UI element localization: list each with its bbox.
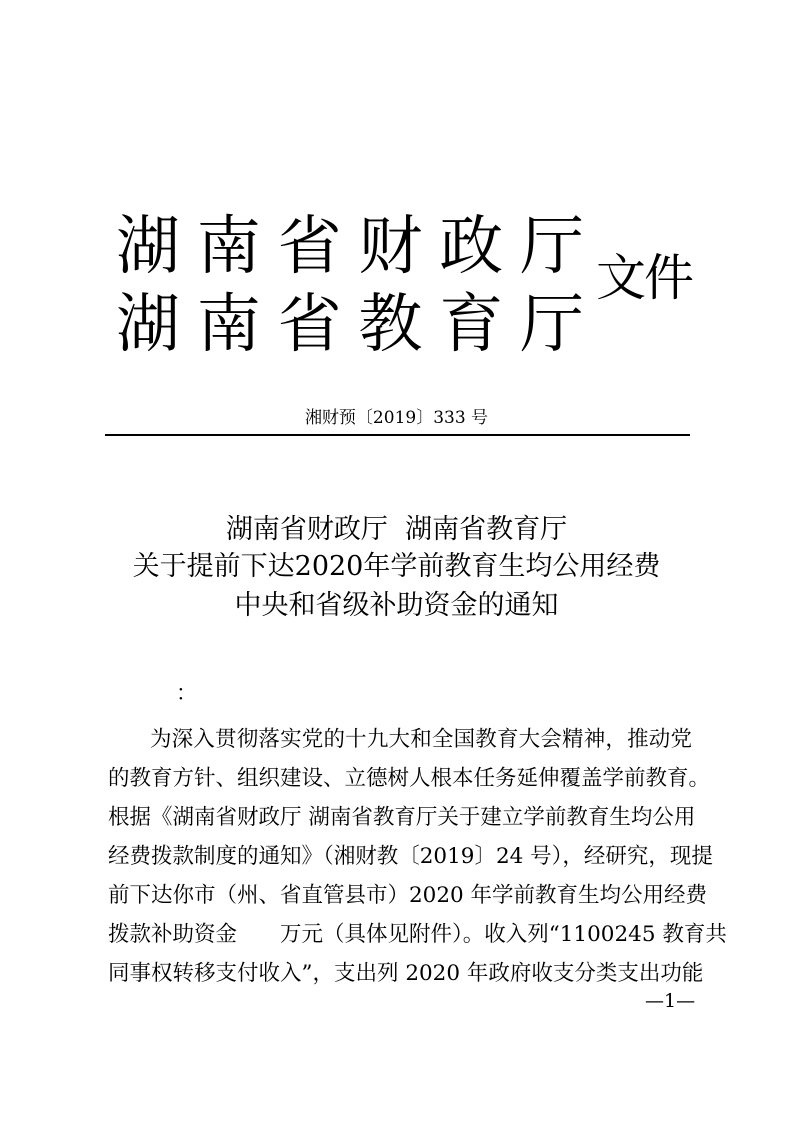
- header-char: 厅: [519, 288, 584, 362]
- header-char: 政: [439, 210, 504, 284]
- header-char: 育: [439, 288, 504, 362]
- header-char: 教: [358, 288, 423, 362]
- title-line-1: 湖南省财政厅 湖南省教育厅: [225, 514, 568, 545]
- header-char: 财: [358, 210, 423, 284]
- page-number: —1—: [645, 990, 696, 1012]
- header-char: 南: [196, 210, 261, 284]
- header-char: 厅: [519, 210, 584, 284]
- body-line: 根据《湖南省财政厅 湖南省教育厅关于建立学前教育生均公用: [108, 805, 696, 830]
- title-line-3: 中央和省级补助资金的通知: [234, 590, 559, 621]
- addressee: ：: [176, 681, 197, 705]
- header-char: 省: [277, 288, 342, 362]
- body-line: 经费拨款制度的通知》（湘财教〔2019〕24 号），经研究，现提: [108, 844, 713, 869]
- body-line: 拨款补助资金 万元（具体见附件）。收入列“1100245 教育共: [108, 922, 727, 947]
- header-char: 南: [196, 288, 261, 362]
- header-char: 湖: [116, 210, 180, 284]
- header-divider: [105, 434, 690, 436]
- document-suffix: 文件: [596, 249, 692, 307]
- body-line: 为深入贯彻落实党的十九大和全国教育大会精神，推动党: [150, 727, 692, 752]
- body-line: 的教育方针、组织建设、立德树人根本任务延伸覆盖学前教育。: [108, 766, 711, 791]
- document-number: 湘财预〔2019〕333 号: [304, 408, 489, 428]
- header-char: 省: [277, 210, 342, 284]
- header-char: 湖: [116, 288, 180, 362]
- body-line: 同事权转移支付收入”，支出列 2020 年政府收支分类支出功能: [108, 961, 704, 986]
- title-line-2: 关于提前下达2020年学前教育生均公用经费: [132, 551, 661, 582]
- body-line: 前下达你市（州、省直管县市）2020 年学前教育生均公用经费: [108, 883, 708, 908]
- issuer-line-education: [116, 290, 584, 360]
- issuer-line-finance: [116, 212, 584, 282]
